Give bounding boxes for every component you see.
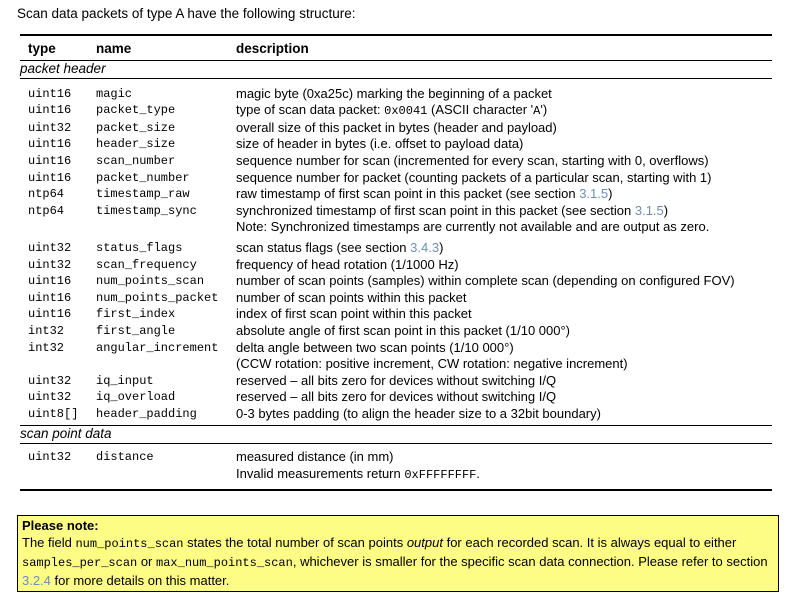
table-row (20, 203, 772, 236)
field-type: int32 (28, 340, 65, 355)
table-row (20, 306, 772, 323)
field-type: uint16 (28, 153, 72, 168)
intro-text: Scan data packets of type A have the following structure: (17, 6, 356, 21)
field-type: uint16 (28, 170, 72, 185)
field-description: number of scan points (samples) within complete scan (depending on configured FOV) (236, 273, 735, 289)
header-type: type (28, 41, 56, 56)
table-row (20, 373, 772, 390)
field-name: packet_size (96, 120, 176, 135)
field-type: uint32 (28, 390, 72, 405)
table-row (20, 340, 772, 373)
field-type: uint32 (28, 373, 72, 388)
field-description: index of first scan point within this packet (236, 306, 472, 322)
field-description: delta angle between two scan points (1/10 000°) (CCW rotation: positive increment, CW rotation: negative increment) (236, 339, 628, 372)
field-name: distance (96, 450, 154, 465)
field-name: header_size (96, 137, 176, 152)
field-description: reserved – all bits zero for devices without switching I/Q (236, 389, 557, 405)
field-name: first_angle (96, 323, 176, 338)
field-name: scan_number (96, 153, 176, 168)
section-link[interactable]: 3.1.5 (579, 186, 609, 202)
table-row (20, 102, 772, 120)
table-row (20, 170, 772, 187)
table-row (20, 86, 772, 103)
field-description: reserved – all bits zero for devices without switching I/Q (236, 372, 557, 388)
field-name: first_index (96, 307, 176, 322)
section-scan-point-data: scan point data (20, 426, 772, 444)
field-type: uint32 (28, 450, 72, 465)
field-description: absolute angle of first scan point in this packet (1/10 000°) (236, 322, 571, 338)
field-description: measured distance (in mm) Invalid measurements return 0xFFFFFFFF. (236, 449, 480, 482)
field-description: 0-3 bytes padding (to align the header size to a 32bit boundary) (236, 405, 601, 421)
note-box (17, 515, 779, 592)
header-description: description (236, 41, 309, 56)
field-type: uint8[] (28, 406, 79, 421)
table-header-row (20, 35, 772, 61)
field-description: raw timestamp of first scan point in this packet (see section 3.1.5) (236, 186, 613, 202)
note-body: The field num_points_scan states the total number of scan points output for each recorded scan. It is always equal to either samples_per_scan or max_num_points_scan, whichever is smaller for the specific scan data connection. Please refer to section 3.2.4 for more details on this matter. (22, 535, 768, 588)
field-name: timestamp_raw (96, 187, 190, 202)
field-name: header_padding (96, 406, 197, 421)
field-description: sequence number for packet (counting packets of a particular scan, starting with 1) (236, 169, 712, 185)
field-type: uint16 (28, 86, 72, 101)
field-type: uint16 (28, 137, 72, 152)
field-description: type of scan data packet: 0x0041 (ASCII character 'A') (236, 102, 548, 119)
note-title: Please note: (22, 518, 99, 533)
field-type: uint16 (28, 307, 72, 322)
section-link[interactable]: 3.1.5 (634, 202, 664, 218)
field-name: angular_increment (96, 340, 219, 355)
field-description: magic byte (0xa25c) marking the beginning of a packet (236, 85, 552, 101)
table-row (20, 120, 772, 137)
table-row (20, 389, 772, 406)
field-name: timestamp_sync (96, 203, 197, 218)
field-description: synchronized timestamp of first scan point in this packet (see section 3.1.5) Note: Synchronized timestamps are currently not available and are output as zero. (236, 202, 710, 235)
packet-structure-table (20, 34, 772, 491)
field-type: uint32 (28, 120, 72, 135)
table-row (20, 449, 772, 483)
field-type: ntp64 (28, 203, 65, 218)
field-type: uint32 (28, 257, 72, 272)
section-packet-header: packet header (20, 61, 772, 79)
field-description: frequency of head rotation (1/1000 Hz) (236, 256, 459, 272)
table-row (20, 153, 772, 170)
field-description: number of scan points within this packet (236, 289, 467, 305)
table-row (20, 186, 772, 203)
table-row (20, 406, 772, 423)
field-name: scan_frequency (96, 257, 197, 272)
table-row (20, 257, 772, 274)
field-type: uint16 (28, 274, 72, 289)
field-name: iq_input (96, 373, 154, 388)
field-name: packet_type (96, 103, 176, 118)
field-type: uint32 (28, 240, 72, 255)
field-description: sequence number for scan (incremented for every scan, starting with 0, overflows) (236, 152, 709, 168)
field-type: uint16 (28, 290, 72, 305)
section-link[interactable]: 3.4.3 (410, 239, 440, 255)
field-name: iq_overload (96, 390, 176, 405)
table-row (20, 136, 772, 153)
table-row (20, 240, 772, 257)
section-link[interactable]: 3.2.4 (22, 573, 51, 588)
table-row (20, 323, 772, 340)
field-type: int32 (28, 323, 65, 338)
field-type: uint16 (28, 103, 72, 118)
field-description: overall size of this packet in bytes (header and payload) (236, 119, 557, 135)
field-name: num_points_scan (96, 274, 205, 289)
field-description: size of header in bytes (i.e. offset to payload data) (236, 136, 524, 152)
field-name: status_flags (96, 240, 183, 255)
field-name: num_points_packet (96, 290, 219, 305)
table-row (20, 273, 772, 290)
field-type: ntp64 (28, 187, 65, 202)
header-name: name (96, 41, 132, 56)
field-description: scan status flags (see section 3.4.3) (236, 239, 444, 255)
field-name: magic (96, 86, 133, 101)
table-row (20, 290, 772, 307)
field-name: packet_number (96, 170, 190, 185)
